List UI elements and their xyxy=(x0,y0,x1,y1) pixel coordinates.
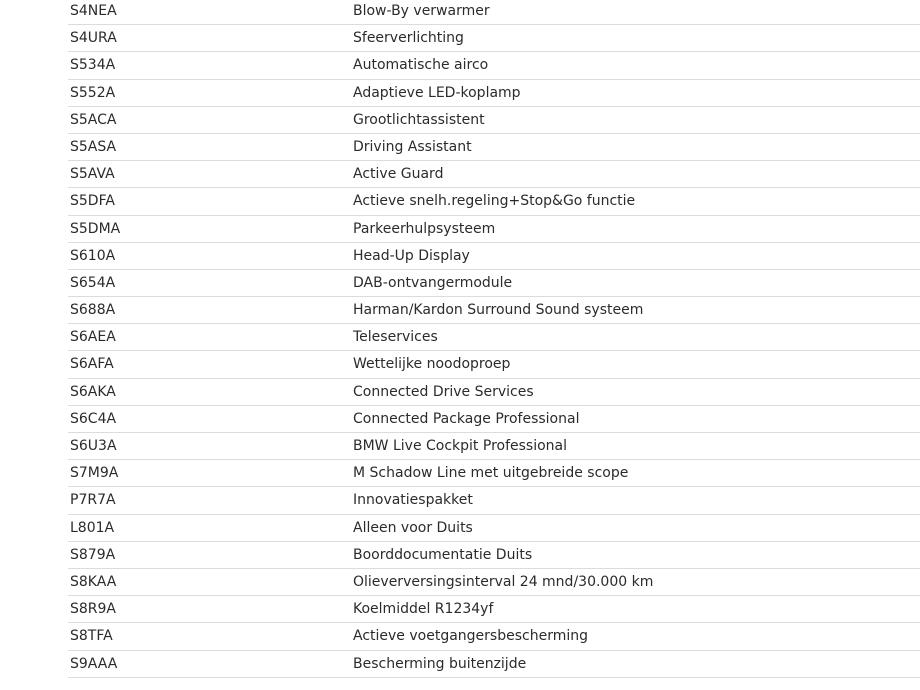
option-description: Olieverversingsinterval 24 mnd/30.000 km xyxy=(353,573,654,590)
option-description: Boorddocumentatie Duits xyxy=(353,546,533,563)
option-description: Adaptieve LED-koplamp xyxy=(353,84,521,101)
option-code: S9AAA xyxy=(70,655,118,672)
option-code: S6C4A xyxy=(70,410,117,427)
option-description: Sfeerverlichting xyxy=(353,30,464,47)
option-description: Automatische airco xyxy=(353,57,489,74)
option-code: S5AVA xyxy=(70,166,115,183)
option-code: S688A xyxy=(70,302,116,319)
table-row xyxy=(68,433,920,460)
table-row xyxy=(68,270,920,297)
options-table xyxy=(68,0,920,678)
option-description: Connected Drive Services xyxy=(353,383,534,400)
option-code: S654A xyxy=(70,274,116,291)
option-description: Innovatiespakket xyxy=(353,492,473,509)
table-row xyxy=(68,596,920,623)
option-code: S6AFA xyxy=(70,356,114,373)
table-row xyxy=(68,52,920,79)
option-description: DAB-ontvangermodule xyxy=(353,274,513,291)
table-row xyxy=(68,487,920,514)
option-code: S6AKA xyxy=(70,383,116,400)
option-code: S8KAA xyxy=(70,573,117,590)
table-row xyxy=(68,107,920,134)
option-description: Connected Package Professional xyxy=(353,410,580,427)
table-row xyxy=(68,460,920,487)
option-description: Blow-By verwarmer xyxy=(353,3,490,19)
table-row xyxy=(68,216,920,243)
table-row xyxy=(68,569,920,596)
option-description: Actieve voetgangersbescherming xyxy=(353,628,588,645)
table-row xyxy=(68,161,920,188)
option-description: Grootlichtassistent xyxy=(353,111,485,128)
option-description: Actieve snelh.regeling+Stop&Go functie xyxy=(353,193,636,210)
option-code: S6AEA xyxy=(70,329,116,346)
option-description: Harman/Kardon Surround Sound systeem xyxy=(353,302,644,319)
table-row xyxy=(68,243,920,270)
option-code: S5ACA xyxy=(70,111,117,128)
option-code: S8TFA xyxy=(70,628,113,645)
table-row xyxy=(68,134,920,161)
table-row xyxy=(68,542,920,569)
option-code: S4URA xyxy=(70,30,117,47)
table-row xyxy=(68,406,920,433)
option-description: Alleen voor Duits xyxy=(353,519,473,536)
table-row xyxy=(68,324,920,351)
option-description: Active Guard xyxy=(353,166,444,183)
table-row xyxy=(68,188,920,215)
option-code: S5ASA xyxy=(70,138,117,155)
option-description: Koelmiddel R1234yf xyxy=(353,601,494,618)
table-row xyxy=(68,379,920,406)
option-code: S7M9A xyxy=(70,465,119,482)
option-code: S5DMA xyxy=(70,220,121,237)
table-row xyxy=(68,515,920,542)
table-row xyxy=(68,651,920,678)
option-code: S879A xyxy=(70,546,116,563)
option-code: S8R9A xyxy=(70,601,117,618)
option-code: L801A xyxy=(70,519,115,536)
option-description: BMW Live Cockpit Professional xyxy=(353,438,568,454)
option-description: Teleservices xyxy=(353,329,438,346)
table-row xyxy=(68,351,920,378)
table-row xyxy=(68,623,920,650)
option-description: Parkeerhulpsysteem xyxy=(353,220,496,237)
table-row xyxy=(68,80,920,107)
option-description: Bescherming buitenzijde xyxy=(353,655,527,672)
table-row xyxy=(68,25,920,52)
table-row xyxy=(68,0,920,25)
option-code: S610A xyxy=(70,247,116,264)
table-row xyxy=(68,297,920,324)
option-code: S6U3A xyxy=(70,438,117,454)
option-description: Driving Assistant xyxy=(353,138,472,155)
option-code: S4NEA xyxy=(70,3,117,19)
option-code: S552A xyxy=(70,84,116,101)
option-description: Head-Up Display xyxy=(353,247,470,264)
option-code: S5DFA xyxy=(70,193,115,210)
option-code: P7R7A xyxy=(70,492,116,509)
option-description: M Schadow Line met uitgebreide scope xyxy=(353,465,629,482)
option-description: Wettelijke noodoproep xyxy=(353,356,511,373)
option-code: S534A xyxy=(70,57,116,74)
